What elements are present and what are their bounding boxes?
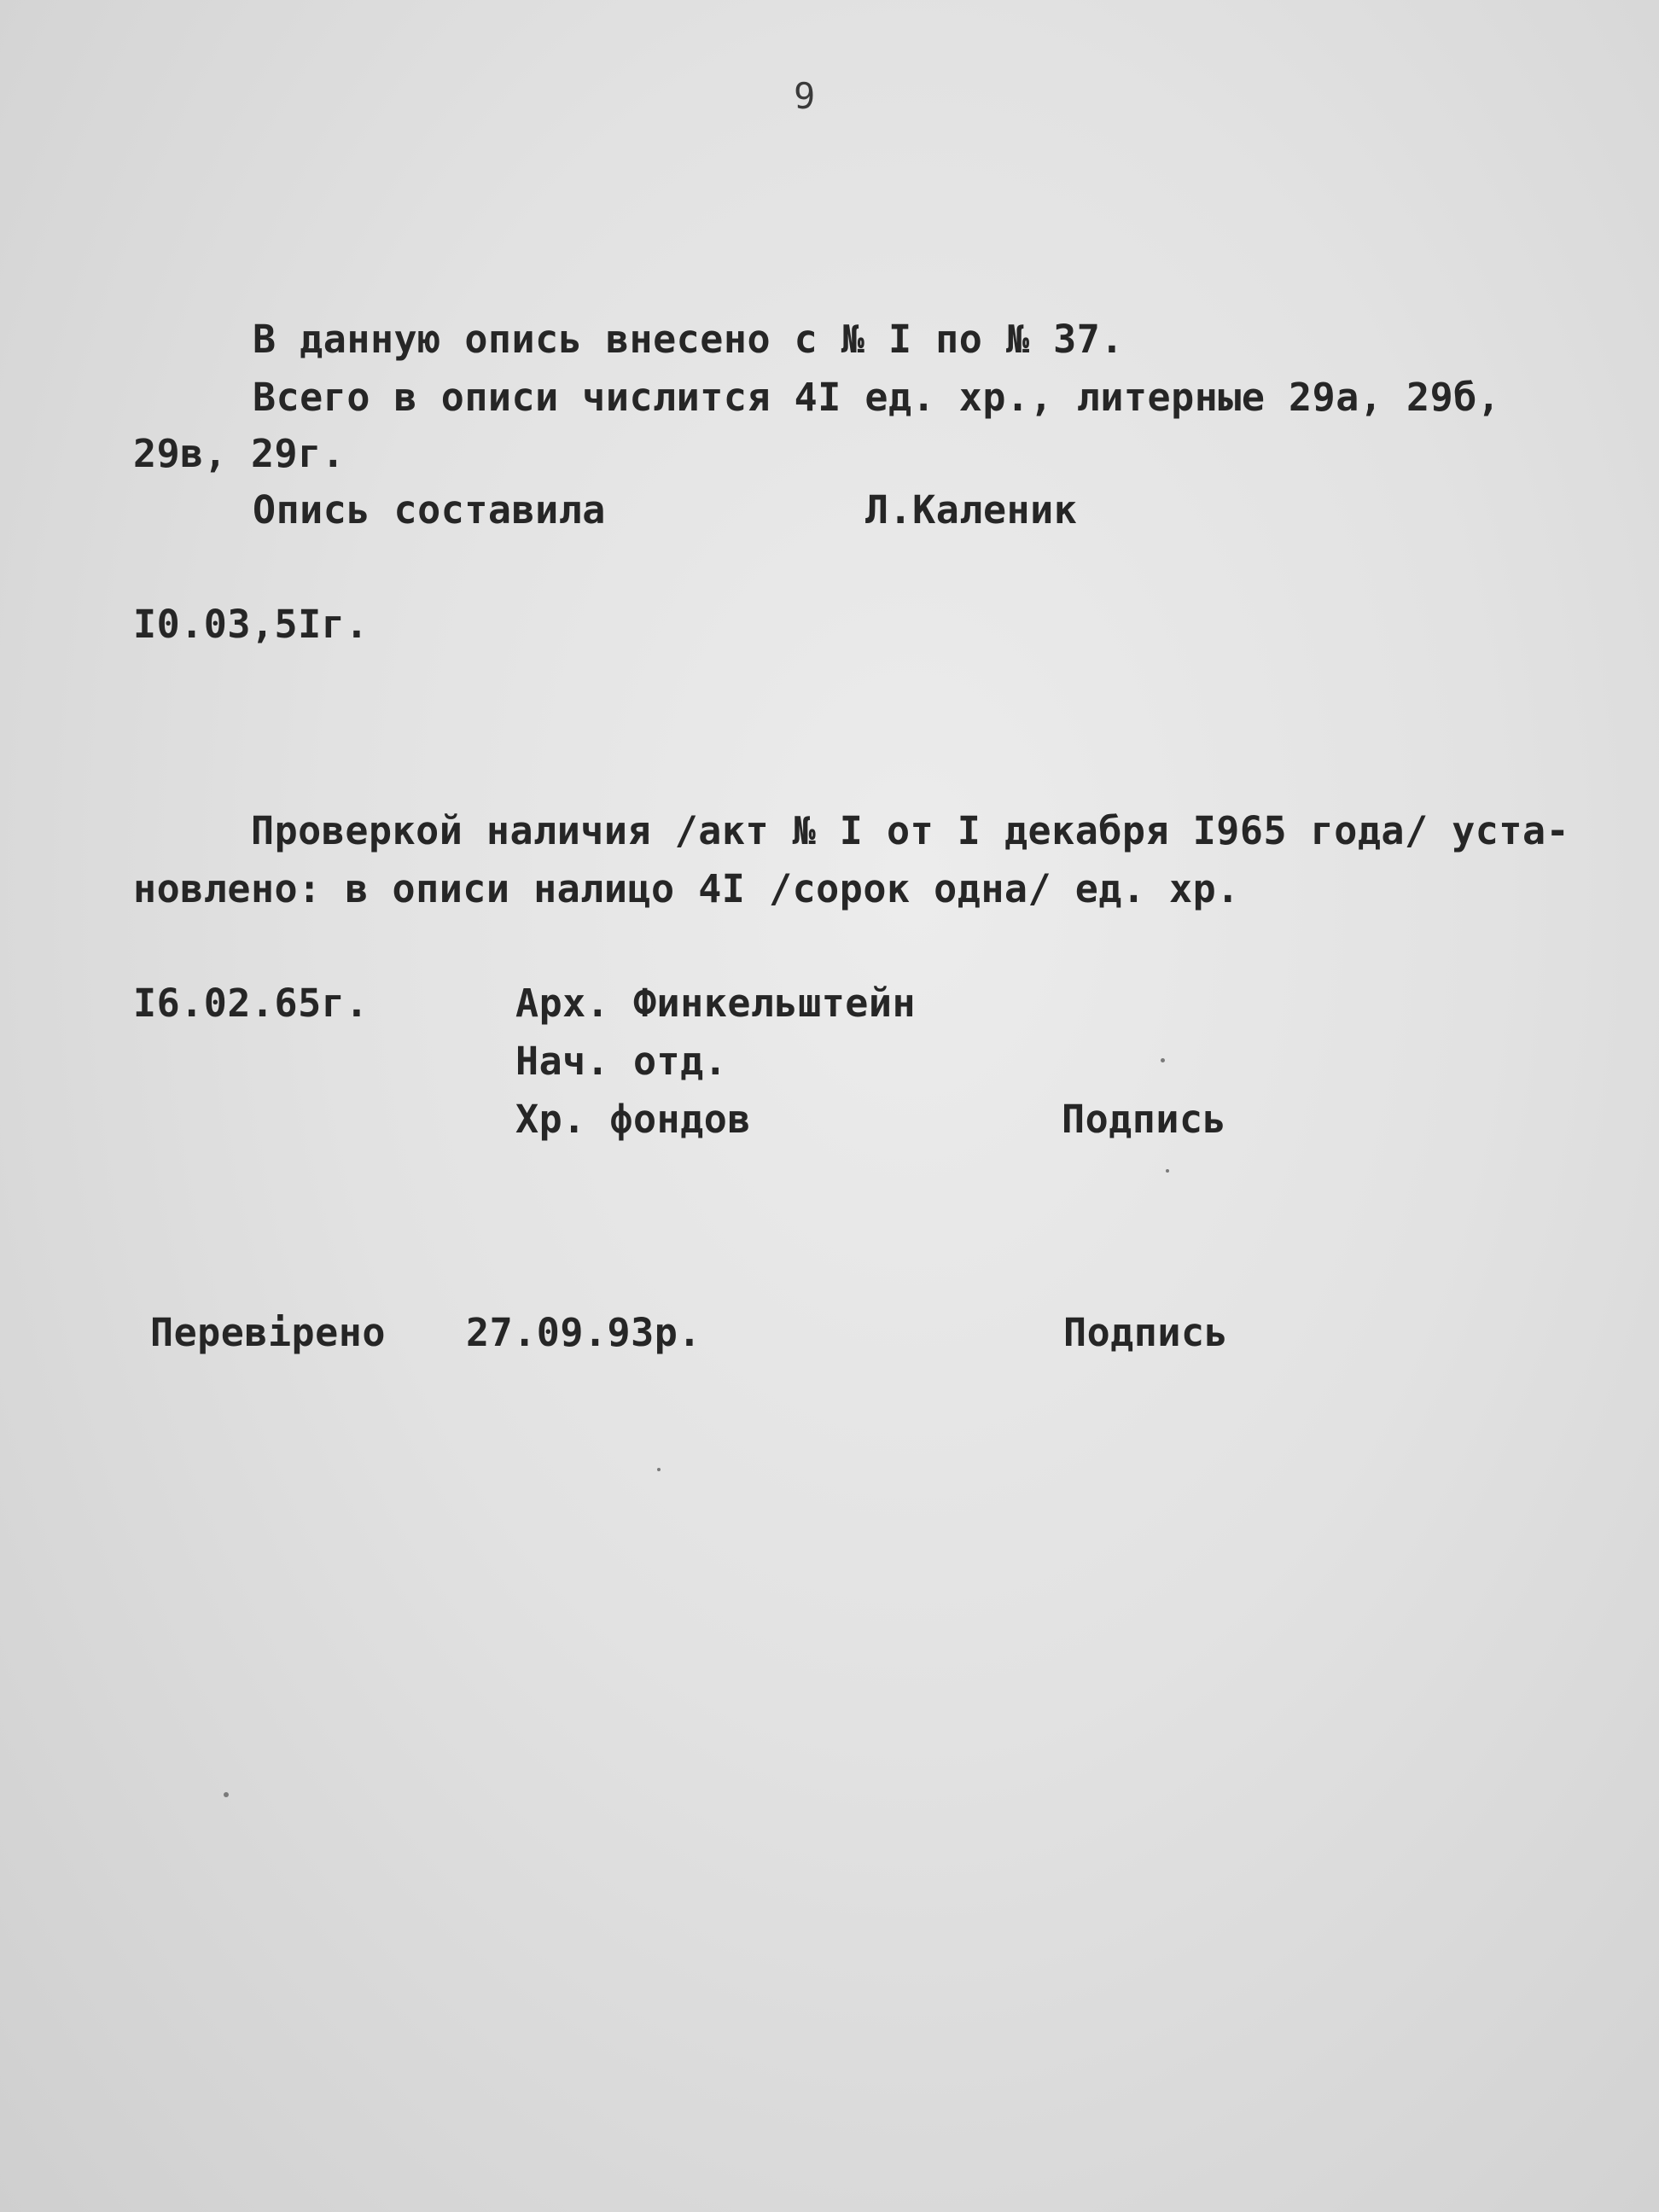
recheck-signature: Подпись bbox=[1063, 1310, 1229, 1355]
summary-line-1: В данную опись внесено с № I по № 37. bbox=[253, 317, 1124, 362]
signer-line-1: Арх. Финкельштейн bbox=[515, 981, 917, 1026]
recheck-label: Перевірено bbox=[150, 1310, 386, 1355]
signer-line-3: Хр. фондов bbox=[515, 1097, 751, 1142]
compiled-by-name: Л.Каленик bbox=[865, 487, 1078, 533]
paper-speck bbox=[224, 1792, 229, 1797]
summary-line-3: 29в, 29г. bbox=[133, 431, 346, 476]
summary-line-2: Всего в описи числится 4I ед. хр., литерные 29а, 29б, bbox=[253, 375, 1501, 420]
verification-signature: Подпись bbox=[1062, 1097, 1227, 1142]
signer-line-2: Нач. отд. bbox=[515, 1039, 728, 1084]
verification-line-1: Проверкой наличия /акт № I от I декабря I965 года/ уста- bbox=[251, 808, 1570, 853]
verification-line-2: новлено: в описи налицо 4I /сорок одна/ ед. хр. bbox=[133, 866, 1240, 911]
paper-speck bbox=[1161, 1058, 1165, 1062]
verification-date: I6.02.65г. bbox=[133, 981, 369, 1026]
paper-speck bbox=[657, 1468, 661, 1471]
page-number: 9 bbox=[794, 75, 816, 117]
compiled-by-label: Опись составила bbox=[253, 487, 606, 533]
paper-speck bbox=[1166, 1169, 1169, 1173]
compiled-date: I0.03,5Iг. bbox=[133, 602, 369, 647]
recheck-date: 27.09.93р. bbox=[466, 1310, 701, 1355]
